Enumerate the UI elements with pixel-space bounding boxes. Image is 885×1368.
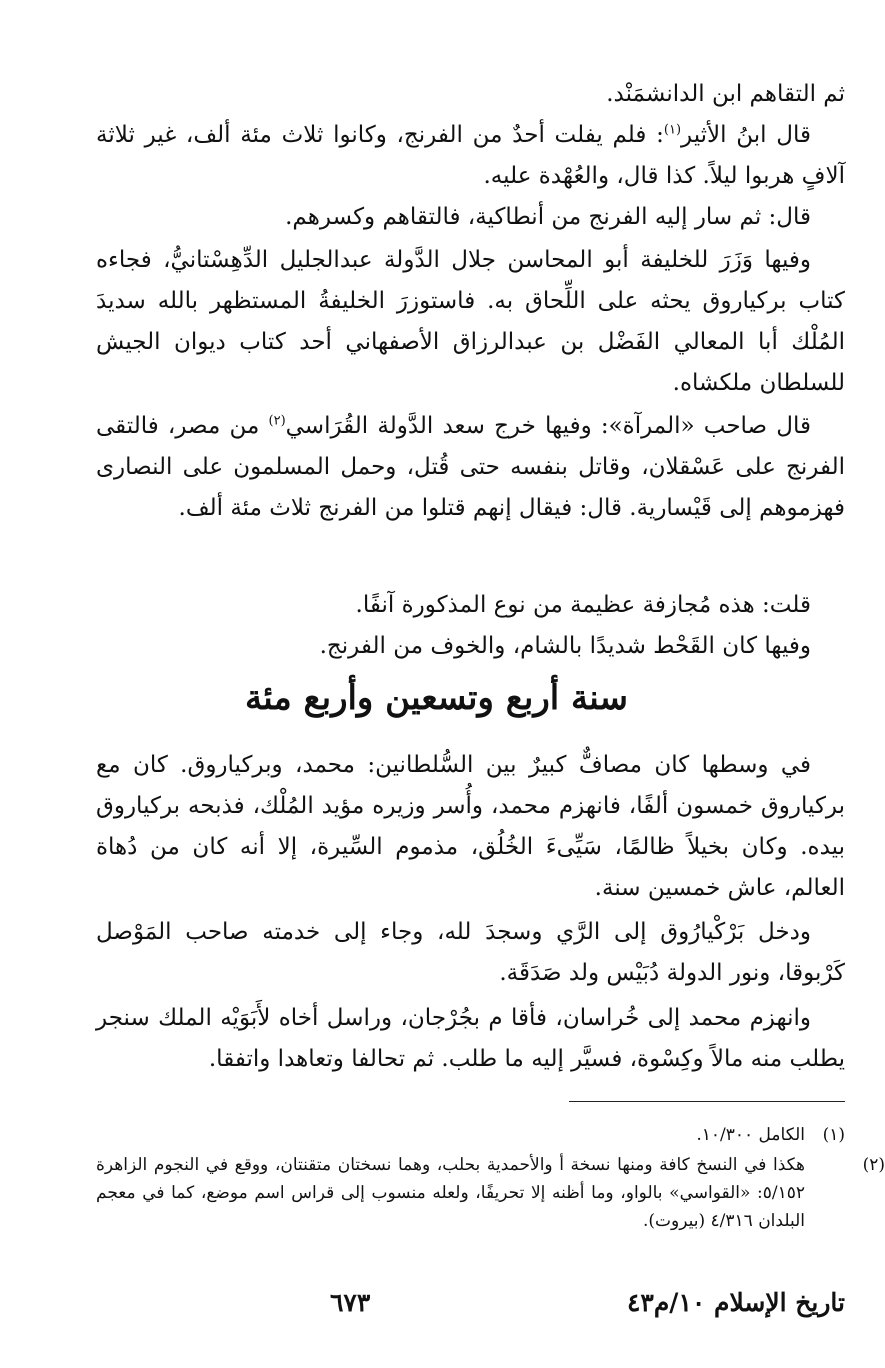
footnote-1	[96, 1121, 845, 1149]
footnote-2	[96, 1151, 885, 1235]
paragraph-2	[96, 115, 845, 197]
paragraph-6: قلت: هذه مُجازفة عظيمة من نوع المذكورة آنفًا.	[355, 592, 811, 618]
paragraph-2-text-a: قال ابنُ الأثير	[681, 122, 811, 148]
section-heading: سنة أربع وتسعين وأربع مئة	[244, 678, 629, 718]
paragraph-2-text-b: : فلم يفلت أحدٌ من الفرنج، وكانوا ثلاث مئة ألف، غير ثلاثة آلافٍ هربوا ليلاً. كذا قال، والعُهْدة عليه.	[96, 122, 845, 189]
paragraph-1: ثم التقاهم ابن الدانشمَنْد.	[606, 81, 845, 107]
footnote-2-number: (٢)	[862, 1155, 885, 1175]
page-number: ٦٧٣	[330, 1288, 371, 1317]
paragraph-9: ودخل بَرْكْيارُوق إلى الرَّي وسجدَ لله، وجاء إلى خدمته صاحب المَوْصل كَرْبوقا، ونور الدولة دُبَيْس ولد صَدَقَة.	[96, 919, 845, 986]
paragraph-8: في وسطها كان مصافٌّ كبيرٌ بين السُّلطانين: محمد، وبركياروق. كان مع بركياروق خمسون ألفًا، فانهزم محمد، وأُسر وزيره مؤيد المُلْك، فذبحه بركياروق بيده. وكان بخيلاً ظالمًا، سَيِّىءَ الخُلُق، مذموم السِّيرة، إلا أنه كان من دُهاة العالم، عاش خمسين سنة.	[96, 752, 845, 901]
running-title: تاريخ الإسلام ١٠/م٤٣	[626, 1288, 845, 1317]
footnote-marker-2: (٢)	[268, 413, 286, 429]
paragraph-10: وانهزم محمد إلى خُراسان، فأقا م بجُرْجان، وراسل أخاه لأَبَوَيْه الملك سنجر يطلب منه مالاً وكِسْوة، فسيَّر إليه ما طلب. ثم تحالفا وتعاهدا واتفقا.	[96, 1005, 845, 1072]
paragraph-4: وفيها وَزَرَ للخليفة أبو المحاسن جلال الدَّولة عبدالجليل الدِّهِسْتانيُّ، فجاءه كتاب بركياروق يحثه على اللِّحاق به. فاستوزرَ الخليفةُ المستظهر بالله سديدَ المُلْك أبا المعالي الفَضْل بن عبدالرزاق الأصفهاني أحد كتاب ديوان الجيش للسلطان ملكشاه.	[96, 247, 845, 396]
footnote-1-number: (١)	[822, 1125, 845, 1145]
paragraph-5-text-a: قال صاحب «المرآة»: وفيها خرج سعد الدَّولة القُرَاسي	[285, 413, 811, 439]
footnote-marker-1: (١)	[663, 122, 682, 138]
footnote-1-text: الكامل ١٠/٣٠٠.	[696, 1125, 805, 1145]
paragraph-5	[96, 406, 845, 529]
footnote-separator	[569, 1101, 845, 1102]
paragraph-5-text-b: من مصر، فالتقى الفرنج على عَسْقلان، وقاتل بنفسه حتى قُتل، وحمل المسلمون على النصارى فهزموهم إلى قَيْسارية. قال: فيقال إنهم قتلوا من الفرنج ثلاث مئة ألف.	[96, 413, 845, 521]
footnote-2-text: هكذا في النسخ كافة ومنها نسخة أ والأحمدية بحلب، وهما نسختان متقنتان، ووقع في النجوم الزاهرة ٥/١٥٢: «القواسي» بالواو، وما أظنه إلا تحريفًا، ولعله منسوب إلى قراس اسم موضع، كما في معجم البلدان ٤/٣١٦ (بيروت).	[96, 1155, 805, 1231]
paragraph-3: قال: ثم سار إليه الفرنج من أنطاكية، فالتقاهم وكسرهم.	[285, 204, 811, 230]
paragraph-7: وفيها كان القَحْط شديدًا بالشام، والخوف من الفرنج.	[319, 633, 811, 659]
